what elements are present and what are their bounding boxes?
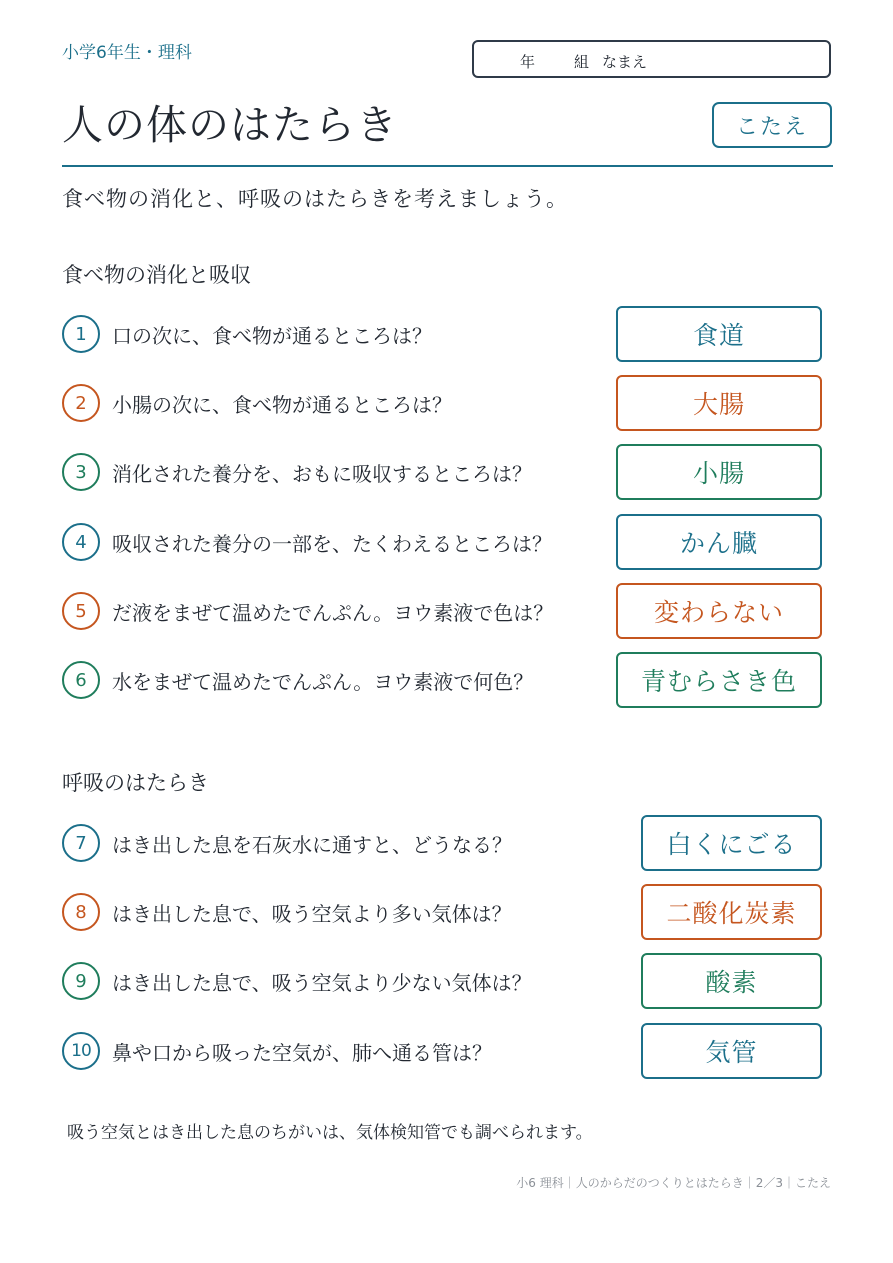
question-row	[62, 514, 833, 570]
question-text: 消化された養分を、おもに吸収するところは？	[112, 462, 532, 486]
answer-box: 大腸	[616, 375, 822, 431]
answer-box: 気管	[641, 1023, 822, 1079]
question-number: 7	[62, 824, 100, 862]
year-label: 年	[520, 53, 536, 71]
question-number: 1	[62, 315, 100, 353]
question-row	[62, 306, 833, 362]
section-heading-digestion: 食べ物の消化と吸収	[62, 263, 251, 287]
question-number: 9	[62, 962, 100, 1000]
name-box[interactable]	[472, 40, 831, 78]
answer-box: 酸素	[641, 953, 822, 1009]
question-number: 3	[62, 453, 100, 491]
intro-text: 食べ物の消化と、呼吸のはたらきを考えましょう。	[62, 187, 568, 211]
answer-box: 変わらない	[616, 583, 822, 639]
answer-box: 小腸	[616, 444, 822, 500]
question-row	[62, 884, 833, 940]
question-text: だ液をまぜて温めたでんぷん。ヨウ素液で色は？	[112, 601, 554, 625]
question-row	[62, 444, 833, 500]
answer-box: 二酸化炭素	[641, 884, 822, 940]
question-row	[62, 583, 833, 639]
question-text: はき出した息を石灰水に通すと、どうなる？	[112, 833, 512, 857]
grade-subject: 小学6年生・理科	[62, 43, 192, 63]
question-text: 口の次に、食べ物が通るところは？	[112, 324, 432, 348]
question-number: 2	[62, 384, 100, 422]
question-text: はき出した息で、吸う空気より少ない気体は？	[112, 971, 532, 995]
note-text: 吸う空気とはき出した息のちがいは、気体検知管でも調べられます。	[67, 1123, 593, 1143]
answer-box: かん臓	[616, 514, 822, 570]
page-title: 人の体のはたらき	[62, 101, 398, 149]
answer-box: 食道	[616, 306, 822, 362]
page-footer: 小6 理科｜人のからだのつくりとはたらき｜2／3｜こたえ	[516, 1176, 831, 1190]
question-number: 5	[62, 592, 100, 630]
question-text: はき出した息で、吸う空気より多い気体は？	[112, 902, 512, 926]
question-row	[62, 815, 833, 871]
question-row	[62, 953, 833, 1009]
answer-box: 白くにごる	[641, 815, 822, 871]
answer-badge: こたえ	[712, 102, 832, 148]
question-text: 水をまぜて温めたでんぷん。ヨウ素液で何色？	[112, 670, 534, 694]
question-row	[62, 1023, 833, 1079]
answer-box: 青むらさき色	[616, 652, 822, 708]
question-number: 4	[62, 523, 100, 561]
class-label: 組	[574, 53, 590, 71]
question-row	[62, 375, 833, 431]
question-text: 吸収された養分の一部を、たくわえるところは？	[112, 532, 552, 556]
question-text: 鼻や口から吸った空気が、肺へ通る管は？	[112, 1041, 492, 1065]
question-text: 小腸の次に、食べ物が通るところは？	[112, 393, 452, 417]
section-heading-respiration: 呼吸のはたらき	[62, 771, 209, 795]
question-row	[62, 652, 833, 708]
question-number: 8	[62, 893, 100, 931]
title-divider	[62, 165, 833, 167]
name-label: なまえ	[602, 53, 648, 71]
question-number: 6	[62, 661, 100, 699]
question-number: 10	[62, 1032, 100, 1070]
